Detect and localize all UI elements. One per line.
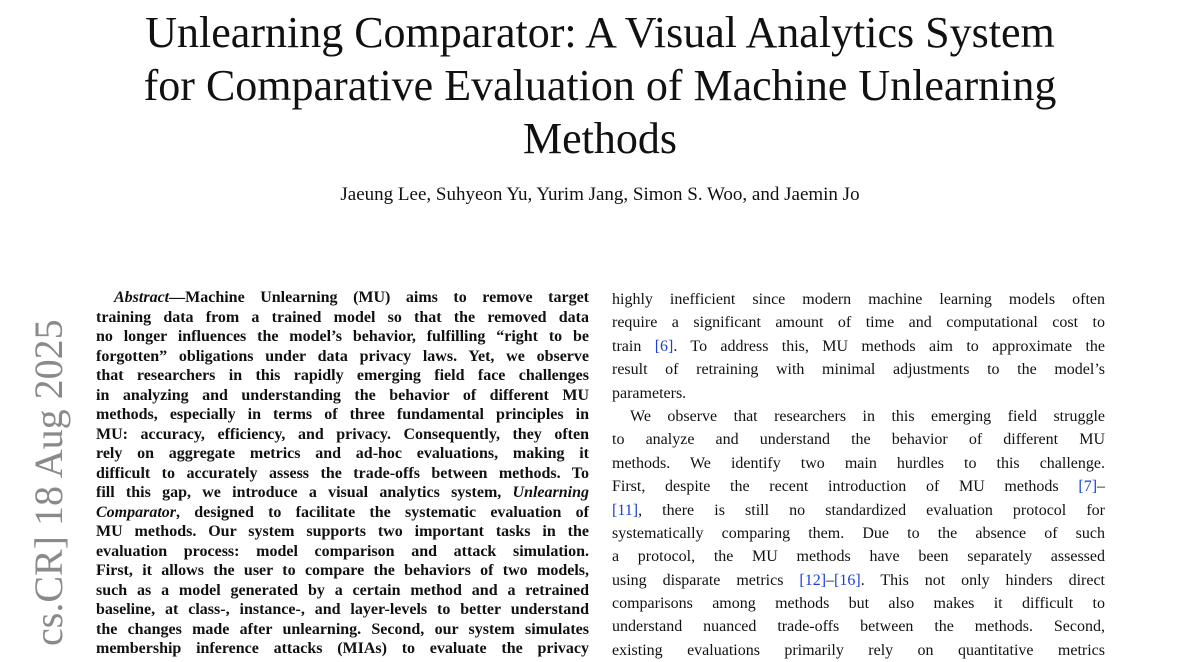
system-name: Comparator xyxy=(96,503,177,521)
abstract-line: no longer influences the model’s behavior, fulfilling “right to be xyxy=(96,328,589,345)
body-line: parameters. xyxy=(612,384,687,402)
abstract-line: MU methods. Our system supports two important tasks in the xyxy=(96,523,589,540)
system-name: Unlearning xyxy=(512,484,589,501)
body-line: train [6]. To address this, MU methods aim to approximate the xyxy=(612,337,1105,355)
abstract-line: baseline, at class-, instance-, and layer-levels to better understand xyxy=(96,601,589,618)
abstract-line: fill this gap, we introduce a visual analytics system, Unlearning xyxy=(96,484,589,501)
body-line: require a significant amount of time and computational cost to xyxy=(612,314,1105,332)
abstract-line: that researchers in this rapidly emerging field face challenges xyxy=(96,367,589,384)
abstract-line: difficult to accurately assess the trade-offs between methods. To xyxy=(96,464,589,482)
citation-link[interactable]: [16] xyxy=(834,571,861,589)
abstract-line: the changes made after unlearning. Second, our system simulates xyxy=(96,620,589,638)
title-line-3: Methods xyxy=(523,114,677,163)
arxiv-identifier-stamp: cs.CR] 18 Aug 2025 xyxy=(26,319,71,646)
citation-link[interactable]: [12] xyxy=(799,571,827,589)
body-line: We observe that researchers in this emerging field struggle xyxy=(630,407,1105,425)
abstract-line: in analyzing and understanding the behavior of different MU xyxy=(96,386,589,404)
abstract-line: Comparator, designed to facilitate the systematic evaluation of xyxy=(96,503,590,521)
paper-title xyxy=(60,6,1140,165)
author-list: Jaeung Lee, Suhyeon Yu, Yurim Jang, Simon S. Woo, and Jaemin Jo xyxy=(340,184,860,205)
abstract-line: training data from a trained model so that the removed data xyxy=(96,308,589,326)
abstract-line: First, it allows the user to compare the behaviors of two models, xyxy=(96,562,589,579)
body-line: result of retraining with minimal adjustments to the model’s xyxy=(612,361,1105,379)
body-line: methods. We identify two main hurdles to this challenge. xyxy=(612,454,1105,472)
abstract-line: forgotten” obligations under data privacy laws. Yet, we observe xyxy=(96,347,589,365)
body-line: highly inefficient since modern machine learning models often xyxy=(612,291,1105,308)
abstract-column xyxy=(96,288,589,659)
title-line-2: for Comparative Evaluation of Machine Unlearning xyxy=(143,61,1057,110)
abstract-line: rely on aggregate metrics and ad-hoc evaluations, making it xyxy=(96,445,589,462)
citation-link[interactable]: [11] xyxy=(612,501,639,519)
intro-column xyxy=(612,288,1105,662)
body-line: systematically comparing them. Due to the absence of such xyxy=(612,524,1105,542)
abstract-line: Abstract—Machine Unlearning (MU) aims to remove target xyxy=(114,289,589,306)
abstract-line: methods, especially in terms of three fundamental principles in xyxy=(96,406,589,423)
body-line: existing evaluations primarily rely on quantitative metrics xyxy=(612,641,1105,659)
title-line-1: Unlearning Comparator: A Visual Analytics System xyxy=(145,8,1055,57)
abstract-line: MU: accuracy, efficiency, and privacy. Consequently, they often xyxy=(96,425,589,443)
abstract-label: Abstract xyxy=(114,289,170,306)
body-line: a protocol, the MU methods have been separately assessed xyxy=(612,548,1105,566)
body-line: First, despite the recent introduction of MU methods [7]– xyxy=(612,478,1106,496)
citation-link[interactable]: [7] xyxy=(1078,478,1098,496)
abstract-line: membership inference attacks (MIAs) to evaluate the privacy xyxy=(96,640,589,657)
body-line: comparisons among methods but also makes it difficult to xyxy=(612,595,1105,613)
citation-link[interactable]: [6] xyxy=(654,337,674,355)
abstract-line: evaluation process: model comparison and attack simulation. xyxy=(96,542,589,560)
body-line: understand nuanced trade-offs between the methods. Second, xyxy=(612,618,1105,636)
body-line: [11], there is still no standardized evaluation protocol for xyxy=(612,501,1105,519)
abstract-line: such as a model generated by a certain method and a retrained xyxy=(96,581,589,599)
body-line: using disparate metrics [12]–[16]. This not only hinders direct xyxy=(612,571,1106,589)
body-line: to analyze and understand the behavior of different MU xyxy=(612,431,1105,449)
